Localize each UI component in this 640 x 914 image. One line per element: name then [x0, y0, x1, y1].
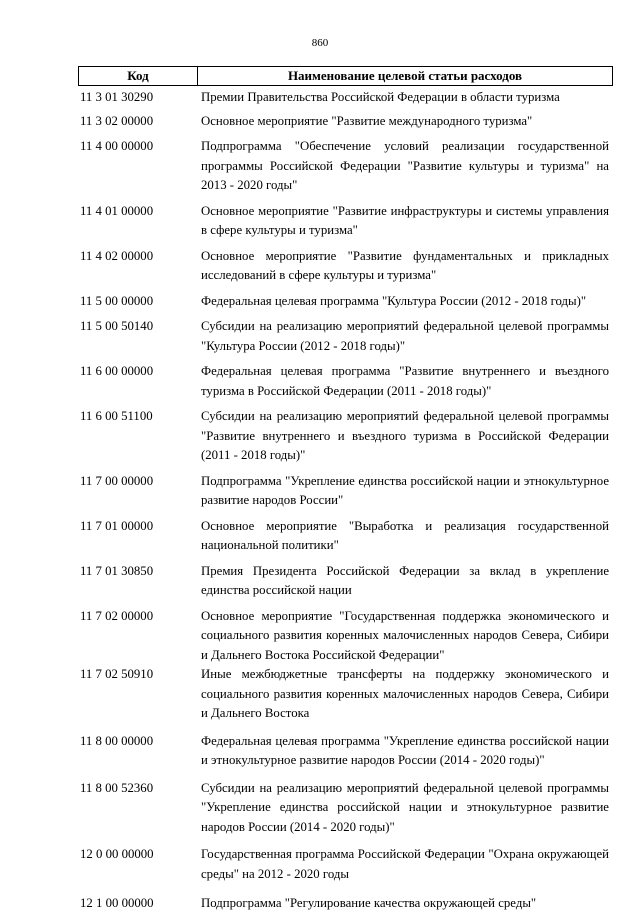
table-row — [78, 407, 613, 466]
row-code: 11 6 00 51100 — [80, 409, 153, 423]
row-name: Субсидии на реализацию мероприятий федеральной целевой программы "Культура России (2012 - 2018 годы)" — [201, 319, 609, 353]
table-row — [78, 202, 613, 241]
table-body — [78, 88, 613, 914]
row-code: 11 6 00 00000 — [80, 364, 154, 378]
row-name: Федеральная целевая программа "Культура России (2012 - 2018 годы)" — [201, 293, 587, 308]
row-code: 12 0 00 00000 — [80, 847, 154, 861]
row-name: Основное мероприятие "Государственная поддержка экономического и социального развития коренных малочисленных народов Севера, Сибири и Дальнего Востока Российской Федерации" — [201, 608, 609, 662]
row-name: Субсидии на реализацию мероприятий федеральной целевой программы "Укрепление единства российской нации и этнокультурное развитие народов России (2014 - 2020 годы)" — [201, 780, 609, 834]
row-code: 11 8 00 00000 — [80, 733, 154, 748]
row-name: Основное мероприятие "Развитие инфраструктуры и системы управления в сфере культуры и туризма" — [201, 203, 609, 237]
row-code: 11 3 01 30290 — [80, 90, 154, 104]
row-name: Федеральная целевая программа "Развитие внутреннего и въездного туризма в Российской Федерации (2011 - 2018 годы)" — [201, 364, 609, 398]
table-row — [78, 112, 613, 132]
row-code: 11 7 00 00000 — [80, 473, 154, 488]
row-code: 11 4 02 00000 — [80, 248, 154, 263]
table-row — [78, 517, 613, 556]
row-code: 11 7 01 30850 — [80, 563, 154, 578]
row-name: Государственная программа Российской Федерации "Охрана окружающей среды" на 2012 - 2020 годы — [201, 847, 609, 881]
table-row — [78, 472, 613, 511]
table-row — [78, 317, 613, 356]
row-name: Премия Президента Российской Федерации за вклад в укрепление единства российской нации — [201, 563, 609, 597]
row-code: 11 7 02 00000 — [80, 608, 154, 623]
row-code: 11 3 02 00000 — [80, 113, 154, 128]
table-row — [78, 88, 613, 108]
row-name: Премии Правительства Российской Федерации в области туризма — [201, 90, 560, 104]
budget-codes-table — [78, 66, 613, 914]
header-name: Наименование целевой статьи расходов — [287, 68, 523, 83]
table-row — [78, 665, 613, 724]
table-row — [78, 779, 613, 838]
table-row — [78, 137, 613, 196]
row-code: 11 7 02 50910 — [80, 667, 154, 681]
row-name: Основное мероприятие "Развитие международного туризма" — [201, 113, 533, 128]
page-number: 860 — [311, 37, 329, 49]
table-header — [78, 66, 613, 86]
row-code: 11 4 00 00000 — [80, 139, 154, 153]
row-name: Основное мероприятие "Выработка и реализация государственной национальной политики" — [201, 518, 609, 552]
table-row — [78, 732, 613, 771]
table-row — [78, 894, 613, 914]
row-code: 12 1 00 00000 — [80, 896, 154, 910]
table-row — [78, 845, 613, 884]
table-row — [78, 562, 613, 601]
table-row — [78, 247, 613, 286]
row-code: 11 5 00 50140 — [80, 319, 154, 333]
row-code: 11 4 01 00000 — [80, 203, 154, 218]
row-name: Подпрограмма "Регулирование качества окружающей среды" — [201, 896, 537, 910]
row-name: Подпрограмма "Обеспечение условий реализации государственной программы Российской Федерации "Развитие культуры и туризма" на 2013 - 2020 годы" — [201, 139, 609, 192]
header-code: Код — [79, 67, 198, 85]
row-name: Основное мероприятие "Развитие фундаментальных и прикладных исследований в сфере культуры и туризма" — [201, 248, 609, 282]
row-name: Субсидии на реализацию мероприятий федеральной целевой программы "Развитие внутреннего и въездного туризма в Российской Федерации (2011 - 2018 годы)" — [201, 409, 609, 462]
row-name: Подпрограмма "Укрепление единства российской нации и этнокультурное развитие народов России" — [201, 473, 609, 507]
table-row — [78, 362, 613, 401]
row-name: Иные межбюджетные трансферты на поддержку экономического и социального развития коренных малочисленных народов Севера, Сибири и Дальнего Востока — [201, 667, 609, 720]
row-code: 11 5 00 00000 — [80, 293, 154, 308]
row-code: 11 8 00 52360 — [80, 780, 154, 795]
table-row — [78, 607, 613, 666]
row-name: Федеральная целевая программа "Укрепление единства российской нации и этнокультурное развитие народов России (2014 - 2020 годы)" — [201, 733, 609, 767]
row-code: 11 7 01 00000 — [80, 518, 154, 533]
table-row — [78, 292, 613, 312]
